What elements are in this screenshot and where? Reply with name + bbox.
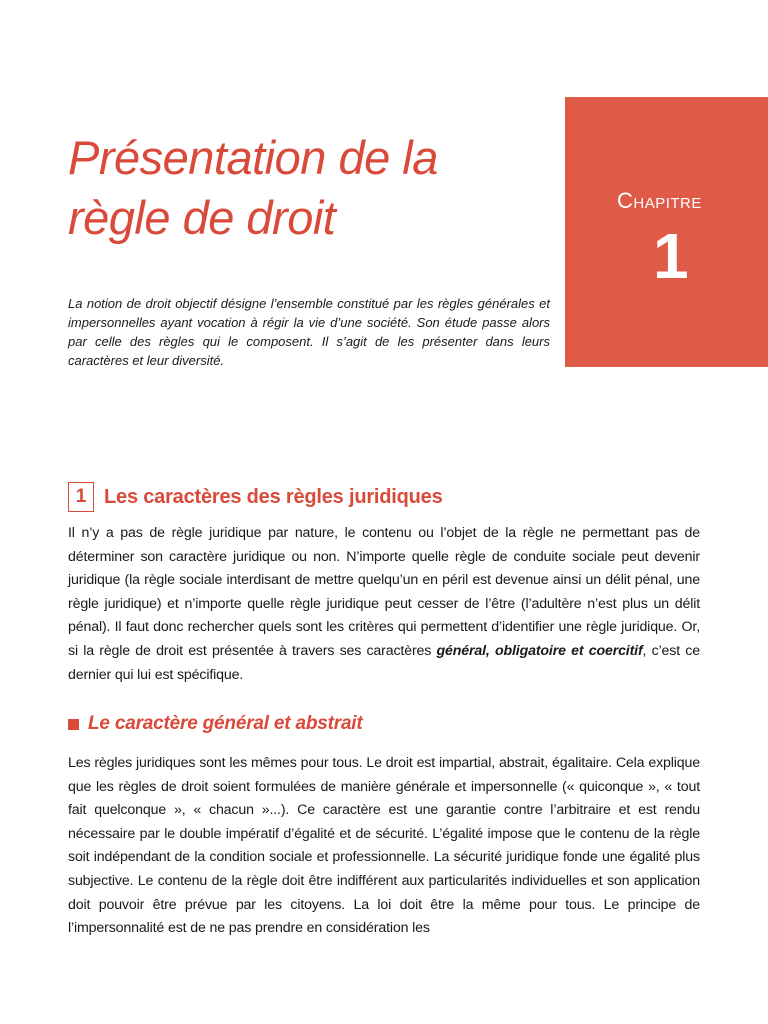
intro-paragraph: La notion de droit objectif désigne l’ensemble constitué par les règles générales et impersonnelles ayant vocation à régir la vie d’une société. Son étude passe alors par celle des règles qui le composent. Il s’agit de les présenter dans leurs caractères et leur diversité. — [68, 296, 550, 368]
section-heading — [68, 481, 443, 513]
subsection-paragraph: Les règles juridiques sont les mêmes pour tous. Le droit est impartial, abstrait, égalitaire. Cela explique que les règles de droit soient formulées de manière générale et impersonnelle (« quiconque », « tout fait quelconque », « chacun »...). Ce caractère est une garantie contre l’arbitraire et est rendu nécessaire par le double impératif d’égalité et de sécurité. L’égalité impose que le contenu de la règle soit indépendant de la condition sociale et professionnelle. La sécurité juridique fonde une égalité plus subjective. Le contenu de la règle doit être indifférent aux particularités individuelles et son application doit pouvoir être prévue par les citoyens. La loi doit être la même pour tous. Le principe de l’impersonnalité est de ne pas prendre en considération les — [68, 755, 700, 937]
section-number: 1 — [68, 482, 94, 512]
section-paragraph-start: Il n’y a pas de règle juridique par nature, le contenu ou l’objet de la règle ne permettant pas de déterminer son caractère juridique ou non. N’importe quelle règle de conduite sociale peut devenir juridique (la règle sociale interdisant de mettre quelqu’un en péril est devenue ainsi un délit pénal, une règle juridique) et n’importe quelle règle juridique peut cesser de l’être (l’adultère n’est plus un délit pénal). Il faut donc rechercher quels sont les critères qui permettent d’identifier une règle juridique. Or, si la règle de droit est présentée à travers ses caractères — [68, 525, 700, 659]
chapter-number: 1 — [653, 220, 689, 292]
section-paragraph-end: , c’est ce dernier qui lui est spécifique. — [68, 642, 700, 683]
subsection-heading — [68, 713, 363, 735]
section-paragraph — [68, 522, 700, 687]
chapter-label: Chapitre — [617, 188, 702, 213]
subsection-title: Le caractère général et abstrait — [88, 713, 363, 734]
chapter-block — [565, 97, 768, 367]
page-title: Présentation de la règle de droit — [68, 131, 438, 244]
section-title: Les caractères des règles juridiques — [104, 485, 443, 508]
square-bullet-icon — [68, 719, 79, 730]
section-paragraph-emphasis: général, obligatoire et coercitif — [436, 642, 643, 659]
